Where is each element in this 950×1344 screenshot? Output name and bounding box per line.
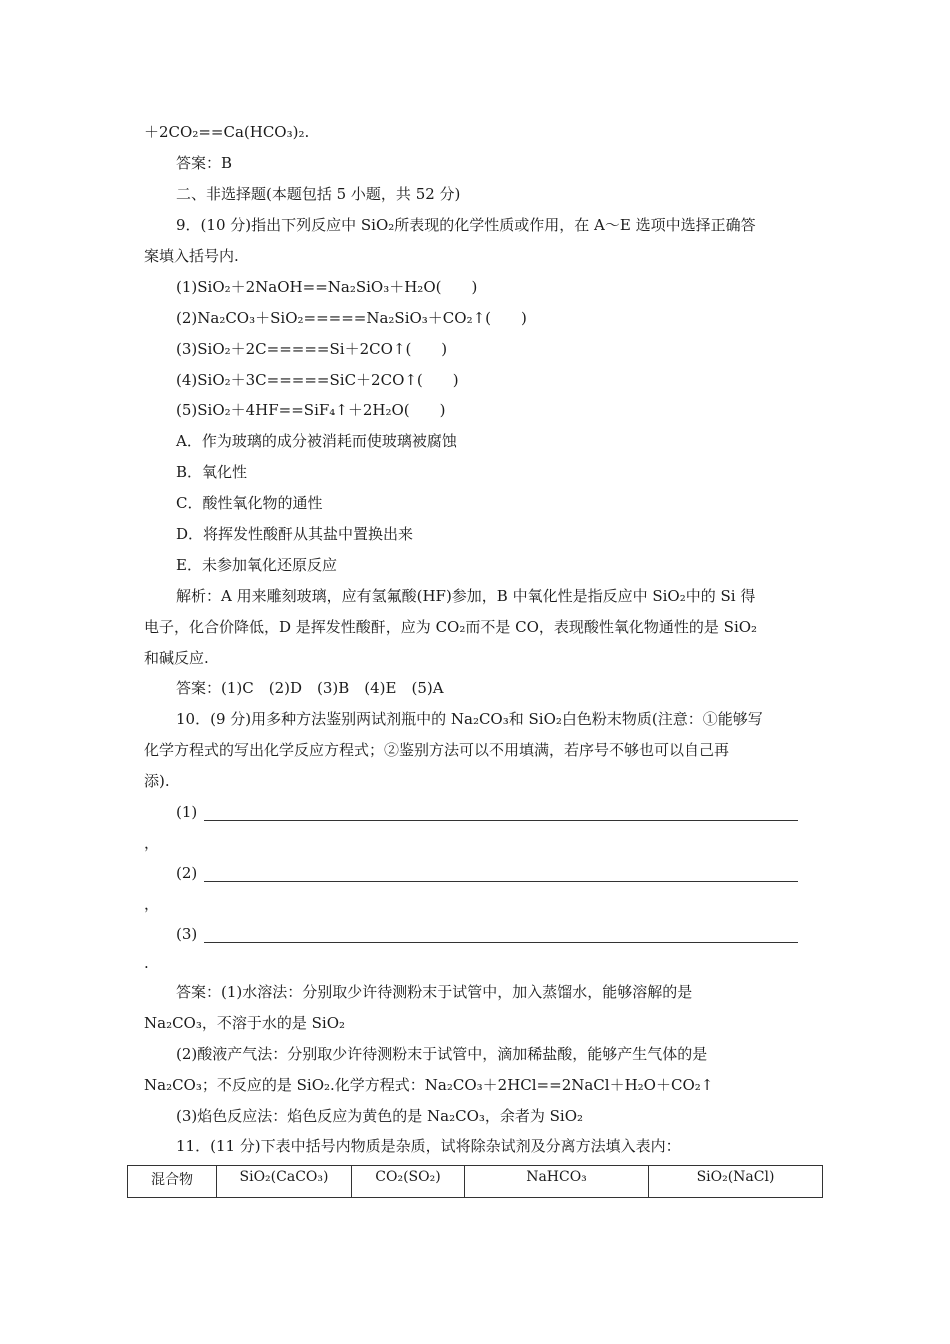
answer-10-2: (2)酸液产气法：分别取少许待测粉末于试管中，滴加稀盐酸，能够产生气体的是 — [176, 1045, 708, 1063]
impurity-table — [127, 1165, 823, 1198]
reaction-1: (1)SiO₂＋2NaOH==Na₂SiO₃＋H₂O( ) — [176, 278, 478, 296]
reaction-4: (4)SiO₂＋3C=====SiC＋2CO↑( ) — [176, 371, 459, 389]
table-cell: SiO₂(CaCO₃) — [217, 1166, 352, 1198]
answer-line: 答案：B — [176, 154, 233, 172]
blank-number: (2) — [176, 864, 198, 882]
analysis-line: 电子，化合价降低，D 是挥发性酸酐，应为 CO₂而不是 CO，表现酸性氧化物通性的是 SiO₂ — [144, 618, 758, 636]
blank-end-punct: . — [144, 954, 149, 972]
question-9: 9．(10 分)指出下列反应中 SiO₂所表现的化学性质或作用，在 A～E 选项中选择正确答 — [176, 216, 756, 234]
answer-blank[interactable] — [176, 925, 798, 945]
reaction-5: (5)SiO₂＋4HF==SiF₄↑＋2H₂O( ) — [176, 401, 446, 419]
analysis-line: 和碱反应. — [144, 649, 209, 667]
table-cell: NaHCO₃ — [465, 1166, 649, 1198]
answer-10-2-cont: Na₂CO₃；不反应的是 SiO₂.化学方程式：Na₂CO₃＋2HCl==2NaCl＋H₂O＋CO₂↑ — [144, 1076, 714, 1094]
option-c: C．酸性氧化物的通性 — [176, 494, 323, 512]
blank-number: (1) — [176, 803, 198, 821]
blank-end-punct: ， — [144, 895, 160, 913]
option-b: B．氧化性 — [176, 463, 248, 481]
answer-blank[interactable] — [176, 803, 798, 823]
blank-underline — [204, 881, 798, 882]
answer-10-1: 答案：(1)水溶法：分别取少许待测粉末于试管中，加入蒸馏水，能够溶解的是 — [176, 983, 693, 1001]
question-10: 10．(9 分)用多种方法鉴别两试剂瓶中的 Na₂CO₃和 SiO₂白色粉末物质(注意：①能够写 — [176, 710, 763, 728]
blank-underline — [204, 942, 798, 943]
question-11: 11．(11 分)下表中括号内物质是杂质，试将除杂试剂及分离方法填入表内： — [176, 1137, 681, 1155]
option-a: A．作为玻璃的成分被消耗而使玻璃被腐蚀 — [176, 432, 457, 450]
blank-number: (3) — [176, 925, 198, 943]
blank-underline — [204, 820, 798, 821]
question-10-cont: 添). — [144, 772, 170, 790]
answer-line: 答案：(1)C (2)D (3)B (4)E (5)A — [176, 679, 444, 697]
blank-end-punct: ， — [144, 834, 160, 852]
text-line: ＋2CO₂==Ca(HCO₃)₂. — [144, 123, 310, 141]
table-cell: 混合物 — [128, 1166, 217, 1198]
question-9-cont: 案填入括号内. — [144, 247, 239, 265]
question-10-cont: 化学方程式的写出化学反应方程式；②鉴别方法可以不用填满，若序号不够也可以自己再 — [144, 741, 730, 759]
answer-blank[interactable] — [176, 864, 798, 884]
section-heading: 二、非选择题(本题包括 5 小题，共 52 分) — [176, 185, 461, 203]
analysis-line: 解析：A 用来雕刻玻璃，应有氢氟酸(HF)参加，B 中氧化性是指反应中 SiO₂中的 Si 得 — [176, 587, 756, 605]
option-e: E．未参加氧化还原反应 — [176, 556, 337, 574]
table-cell: CO₂(SO₂) — [352, 1166, 465, 1198]
reaction-2: (2)Na₂CO₃＋SiO₂=====Na₂SiO₃＋CO₂↑( ) — [176, 309, 527, 327]
answer-10-3: (3)焰色反应法：焰色反应为黄色的是 Na₂CO₃，余者为 SiO₂ — [176, 1107, 584, 1125]
answer-10-1-cont: Na₂CO₃，不溶于水的是 SiO₂ — [144, 1014, 346, 1032]
table-cell: SiO₂(NaCl) — [649, 1166, 823, 1198]
reaction-3: (3)SiO₂＋2C=====Si＋2CO↑( ) — [176, 340, 448, 358]
option-d: D．将挥发性酸酐从其盐中置换出来 — [176, 525, 414, 543]
table-row — [128, 1166, 823, 1198]
